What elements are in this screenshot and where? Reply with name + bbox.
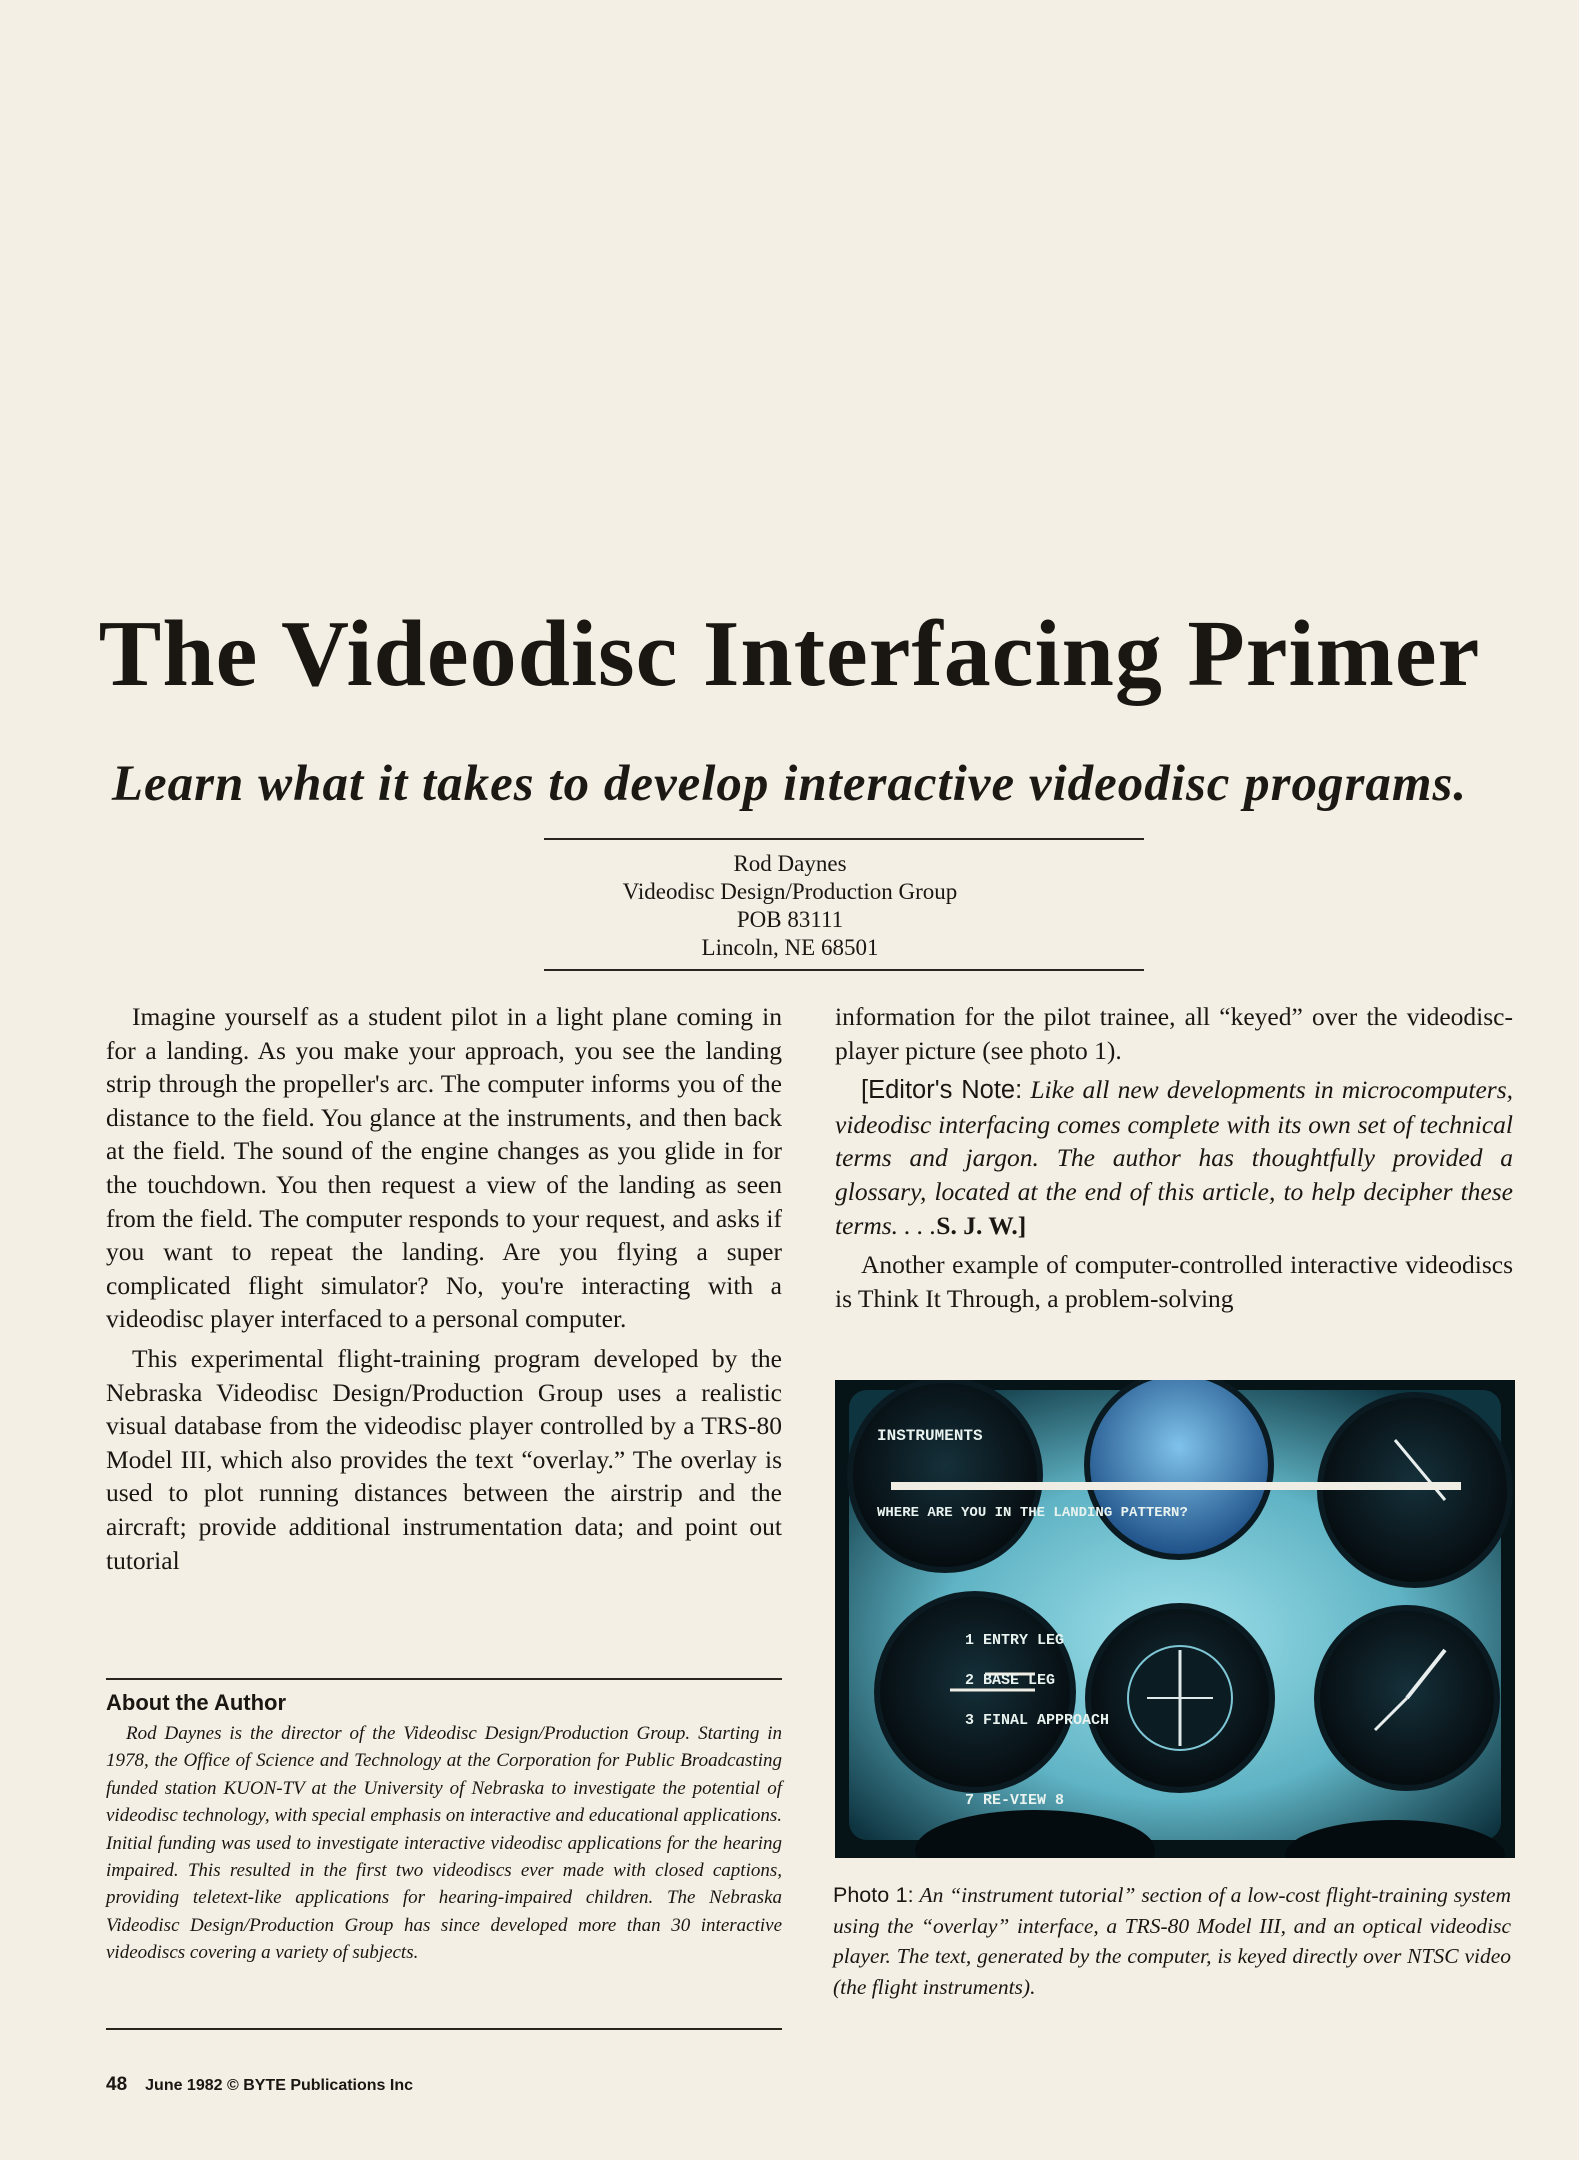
byline-top-rule <box>544 838 1144 840</box>
editor-note-label: [Editor's Note: <box>861 1076 1023 1105</box>
page-number: 48 <box>106 2074 128 2095</box>
byline <box>430 850 1150 962</box>
editor-note-text: Like all new developments in microcomputers, videodisc interfacing comes complete with its own set of technical terms and jargon. The author has thoughtfully provided a glossary, located at the end of this article, to help decipher these terms. . . . <box>835 1075 1514 1240</box>
body-paragraph-3: information for the pilot trainee, all “keyed” over the videodisc-player picture (see photo 1). <box>835 1002 1513 1065</box>
about-author-text: Rod Daynes is the director of the Videodisc Design/Production Group. Starting in 1978, the Office of Science and Technology at the Corporation for Public Broadcasting funded station KUON-TV at the University of Nebraska to investigate the potential of videodisc technology, with special emphasis on interactive and educational applications. Initial funding was used to investigate interactive videodisc applications for the hearing impaired. This resulted in the first two videodiscs ever made with closed captions, providing teletext-like applications for hearing-impaired children. The Nebraska Videodisc Design/Production Group has since developed more than 30 interactive videodiscs covering a variety of subjects. <box>106 1723 782 1964</box>
overlay-title: INSTRUMENTS <box>877 1427 983 1445</box>
editor-note-signature: S. J. W.] <box>936 1210 1027 1240</box>
caption-label: Photo 1: <box>833 1883 914 1907</box>
footer-credit: June 1982 © BYTE Publications Inc <box>145 2077 414 2094</box>
byline-bottom-rule <box>544 969 1144 971</box>
author-organization: Videodisc Design/Production Group <box>622 879 958 904</box>
overlay-option-1: 1 ENTRY LEG <box>965 1632 1065 1649</box>
overlay-option-4: 7 RE-VIEW 8 <box>965 1792 1065 1809</box>
body-paragraph-2: This experimental flight-training program developed by the Nebraska Videodisc Design/Production Group uses a realistic visual database from the videodisc player controlled by a TRS-80 Model III, which also provides the text “overlay.” The overlay is used to plot running distances between the airstrip and the aircraft; provide additional instrumentation data; and point out tutorial <box>106 1343 782 1575</box>
body-paragraph-4: Another example of computer-controlled interactive videodiscs is Think It Through, a problem-solving <box>835 1250 1513 1313</box>
caption-text: An “instrument tutorial” section of a low-cost flight-training system using the “overlay” interface, a TRS-80 Model III, and an optical videodisc player. The text, generated by the computer, is keyed directly over NTSC video (the flight instruments). <box>833 1883 1512 1999</box>
about-the-author-box <box>106 1690 782 1967</box>
article-title: The Videodisc Interfacing Primer <box>98 602 1481 706</box>
article-subtitle: Learn what it takes to develop interactive videodisc programs. <box>111 756 1468 812</box>
overlay-option-3: 3 FINAL APPROACH <box>965 1712 1110 1729</box>
overlay-question: WHERE ARE YOU IN THE LANDING PATTERN? <box>877 1505 1188 1521</box>
overlay-option-2: 2 BASE LEG <box>965 1672 1056 1689</box>
author-city: Lincoln, NE 68501 <box>701 935 879 960</box>
instrument-panel-illustration <box>835 1380 1515 1858</box>
page-footer <box>106 2074 413 2096</box>
body-paragraph-1: Imagine yourself as a student pilot in a light plane coming in for a landing. As you make your approach, you see the landing strip through the propeller's arc. The computer informs you of the distance to the field. You glance at the instruments, and then back at the field. The sound of the engine changes as you glide in for the touchdown. You then request a view of the landing as seen from the field. The computer responds to your request, and asks if you want to repeat the landing. Are you flying a super complicated flight simulator? No, you're interacting with a videodisc player interfaced to a personal computer. <box>106 1002 782 1334</box>
left-column <box>106 1000 782 1577</box>
about-author-heading: About the Author <box>106 1690 287 1715</box>
author-name: Rod Daynes <box>733 851 847 876</box>
editor-note <box>835 1073 1513 1242</box>
photo-instrument-panel <box>835 1380 1515 1858</box>
author-box-top-rule <box>106 1678 782 1680</box>
author-address: POB 83111 <box>736 907 844 932</box>
photo-caption <box>833 1880 1511 2002</box>
right-column <box>835 1000 1513 1315</box>
author-box-bottom-rule <box>106 2028 782 2030</box>
